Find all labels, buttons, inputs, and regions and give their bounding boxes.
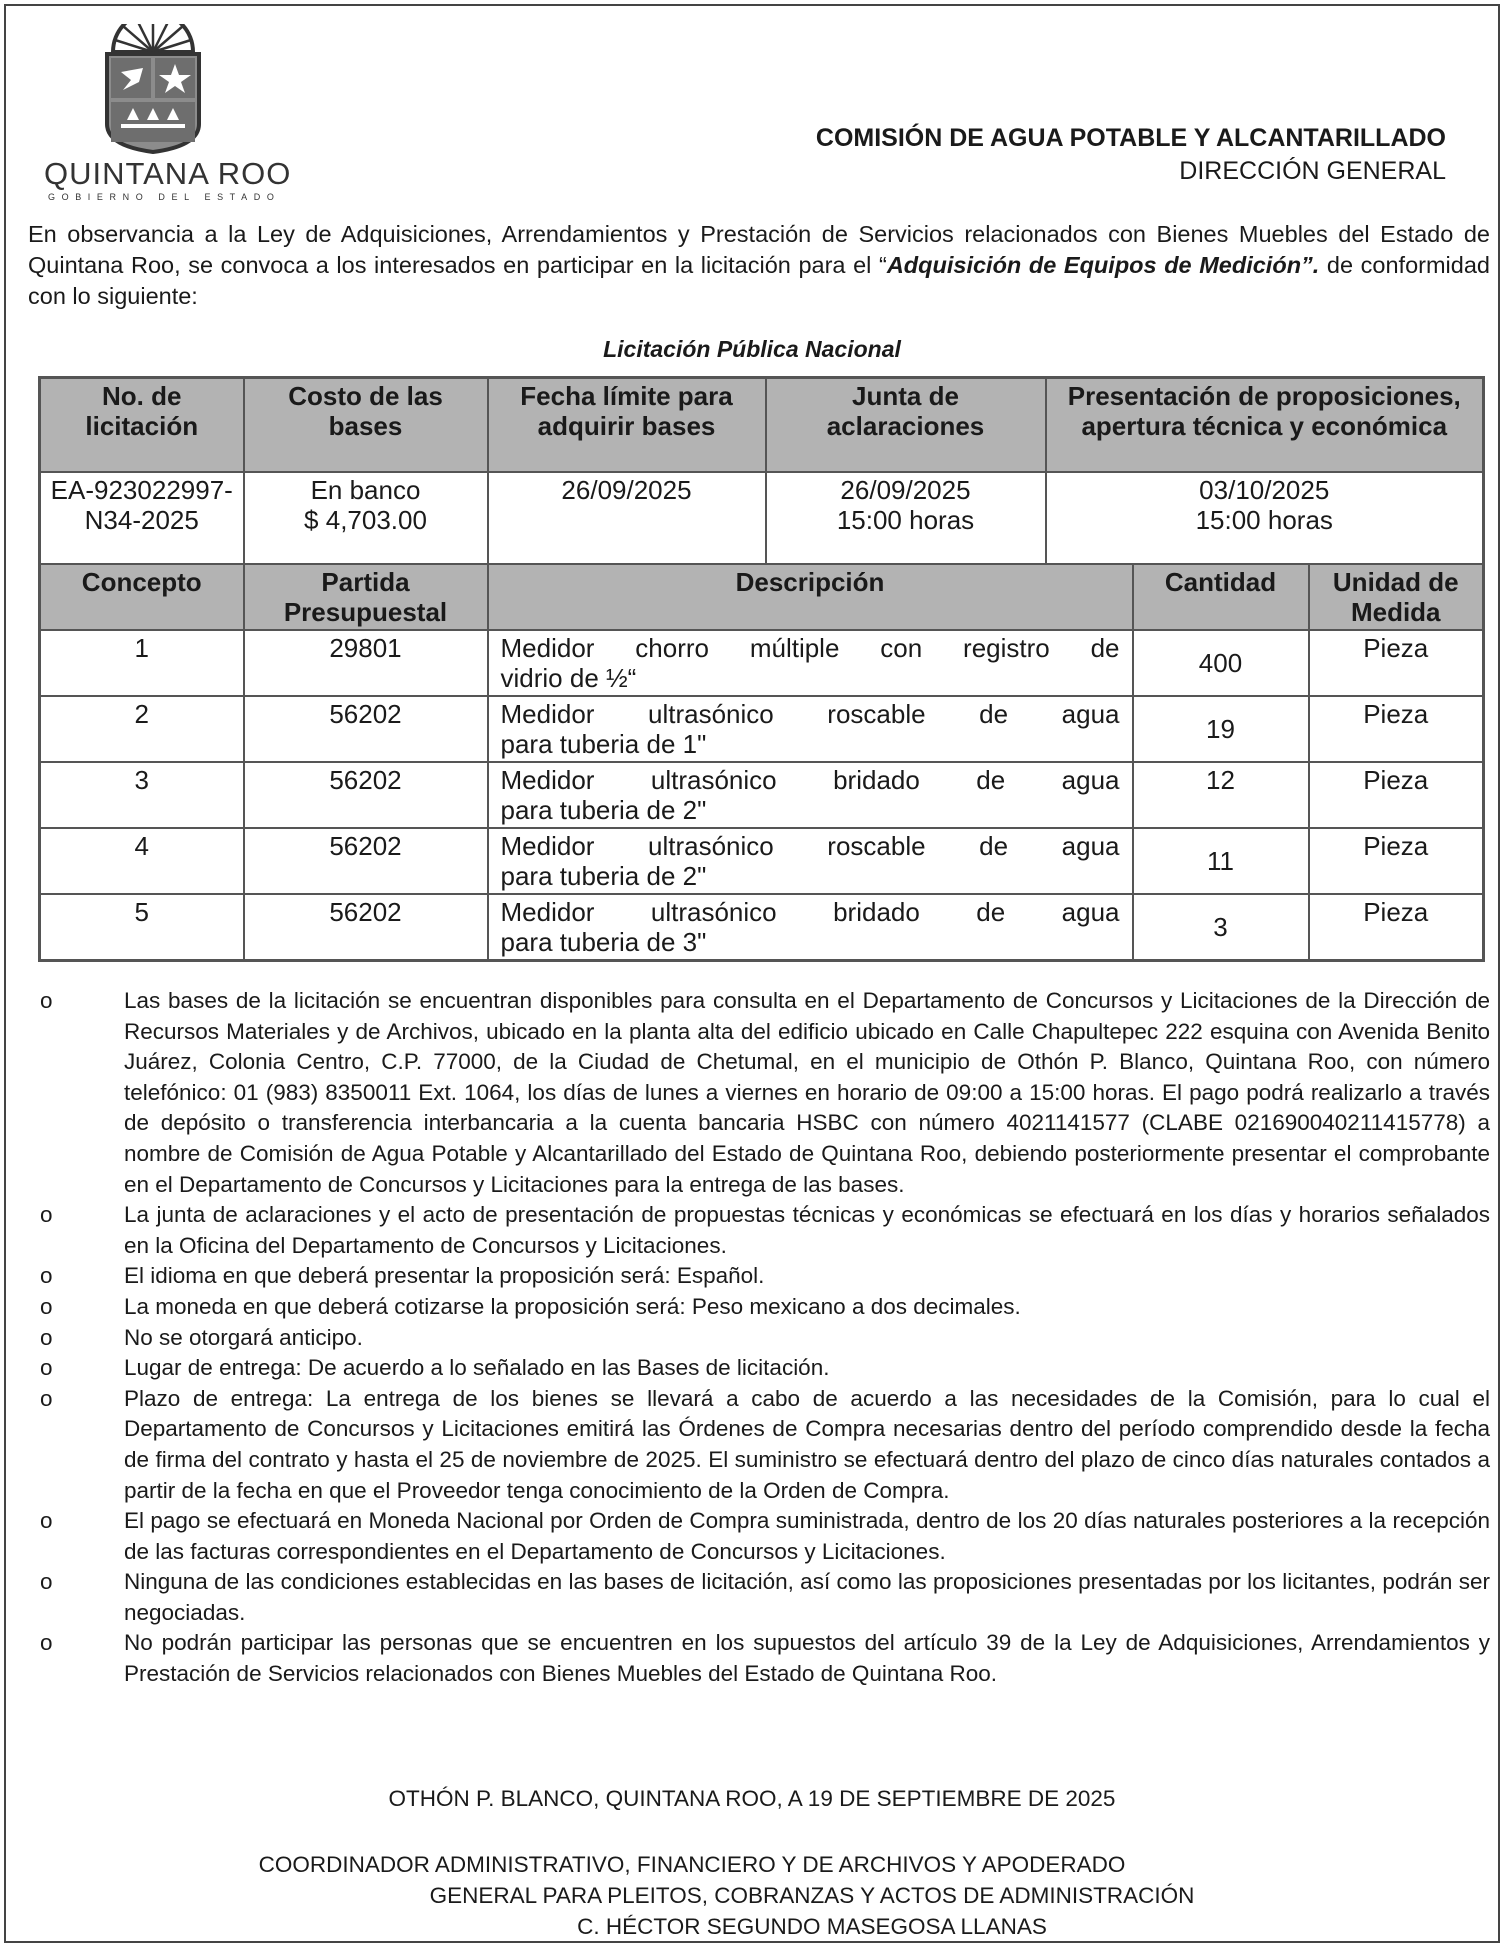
item-concepto: 4	[40, 828, 244, 894]
item-description	[488, 894, 1133, 961]
bullet-mark: o	[40, 1263, 53, 1289]
item-unidad: Pieza	[1309, 696, 1484, 762]
list-item	[28, 1384, 1490, 1506]
item-partida: 56202	[244, 762, 488, 828]
tender-header-row	[40, 378, 1484, 473]
list-item	[28, 1292, 1490, 1323]
list-item-text: El idioma en que deberá presentar la proposición será: Español.	[124, 1263, 765, 1289]
clarif-time: 15:00 horas	[836, 505, 975, 535]
tender-cost-line2: $ 4,703.00	[304, 505, 427, 535]
signature-name: C. HÉCTOR SEGUNDO MASEGOSA LLANAS	[577, 1914, 1047, 1939]
item-description	[488, 696, 1133, 762]
header-concepto: Concepto	[40, 564, 244, 630]
item-description-line2: para tuberia de 2"	[500, 861, 707, 891]
bullet-mark: o	[40, 1355, 53, 1381]
bullet-mark: o	[40, 1569, 53, 1595]
header-partida: Partida Presupuestal	[244, 564, 488, 630]
header-unidad: Unidad de Medida	[1309, 564, 1484, 630]
header-descripcion: Descripción	[488, 564, 1133, 630]
bullet-mark: o	[40, 1630, 53, 1656]
item-concepto: 5	[40, 894, 244, 961]
item-cantidad: 19	[1133, 696, 1309, 762]
header-deadline: Fecha límite para adquirir bases	[488, 378, 766, 473]
tender-number: EA-923022997-N34-2025	[40, 472, 244, 564]
item-description-line1: Medidor ultrasónico bridado de agua	[500, 897, 1120, 927]
header-cost: Costo de las bases	[244, 378, 488, 473]
state-logo	[38, 24, 292, 202]
list-item-text: No se otorgará anticipo.	[124, 1324, 363, 1350]
list-item-text: Lugar de entrega: De acuerdo a lo señalado en las Bases de licitación.	[124, 1355, 830, 1381]
present-date: 03/10/2025	[1199, 475, 1330, 505]
list-item	[28, 1323, 1490, 1354]
intro-paragraph	[28, 219, 1490, 312]
header-clarifications: Junta de aclaraciones	[766, 378, 1046, 473]
intro-text-before: En observancia a la Ley de Adquisiciones, Arrendamientos y Prestación de Servicios relacionados con Bienes Muebles del Estado de Quintana Roo, se convoca a los interesados en participar en la licitación para el “	[28, 221, 1490, 278]
list-item-text: El pago se efectuará en Moneda Nacional por Orden de Compra suministrada, dentro de los 20 días naturales posteriores a la recepción de las facturas correspondientes en el Departamento de Concursos y Licitaciones.	[124, 1508, 1490, 1564]
present-time: 15:00 horas	[1195, 505, 1333, 535]
list-item-text: Plazo de entrega: La entrega de los bienes se llevará a cabo de acuerdo a las necesidades de la Comisión, para lo cual el Departamento de Concursos y Licitaciones emitirá las Órdenes de Compra necesarias dentro del período comprendido desde la fecha de firma del contrato y hasta el 25 de noviembre de 2025. El suministro se efectuará dentro del plazo de cinco días naturales contados a partir de la fecha en que el Proveedor tenga conocimiento de la Orden de Compra.	[124, 1385, 1490, 1503]
item-description	[488, 828, 1133, 894]
bullet-mark: o	[40, 1508, 53, 1534]
list-item-text: No podrán participar las personas que se encuentren en los supuestos del artículo 39 de la Ley de Adquisiciones, Arrendamientos y Prestación de Servicios relacionados con Bienes Muebles del Estado de Quintana Roo.	[124, 1630, 1490, 1687]
item-cantidad: 3	[1133, 894, 1309, 961]
item-description	[488, 762, 1133, 828]
item-unidad: Pieza	[1309, 894, 1484, 961]
tender-deadline: 26/09/2025	[488, 472, 766, 564]
item-concepto: 1	[40, 630, 244, 696]
coat-of-arms-icon	[93, 24, 213, 154]
table-row	[40, 762, 1484, 828]
item-description-line2: para tuberia de 2"	[500, 795, 707, 825]
bullet-mark: o	[40, 1202, 53, 1228]
item-concepto: 2	[40, 696, 244, 762]
tender-cost-line1: En banco	[310, 475, 421, 505]
item-description	[488, 630, 1133, 696]
bullet-mark: o	[40, 1324, 53, 1350]
organization-heading	[816, 122, 1446, 188]
list-item	[28, 1506, 1490, 1567]
tender-cost	[244, 472, 488, 564]
item-cantidad: 11	[1133, 828, 1309, 894]
item-unidad: Pieza	[1309, 630, 1484, 696]
list-item	[28, 1628, 1490, 1689]
tender-row	[40, 472, 1484, 564]
signature-line2: GENERAL PARA PLEITOS, COBRANZAS Y ACTOS DE ADMINISTRACIÓN	[429, 1883, 1195, 1908]
intro-text-after: de conformidad con lo siguiente:	[28, 252, 1490, 309]
item-description-line1: Medidor ultrasónico roscable de agua	[500, 699, 1120, 729]
notice-page	[4, 4, 1500, 1943]
header-tender-number: No. de licitación	[40, 378, 244, 473]
signature-line1: COORDINADOR ADMINISTRATIVO, FINANCIERO Y DE ARCHIVOS Y APODERADO	[258, 1852, 1126, 1877]
item-partida: 56202	[244, 696, 488, 762]
list-item-text: La moneda en que deberá cotizarse la proposición será: Peso mexicano a dos decimales.	[124, 1293, 1021, 1319]
table-row	[40, 630, 1484, 696]
clarif-date: 26/09/2025	[840, 475, 971, 505]
list-item	[28, 1353, 1490, 1384]
item-unidad: Pieza	[1309, 762, 1484, 828]
intro-emphasis: Adquisición de Equipos de Medición”.	[886, 252, 1320, 278]
item-partida: 56202	[244, 894, 488, 961]
item-concepto: 3	[40, 762, 244, 828]
list-item	[28, 1261, 1490, 1292]
signature-block	[6, 1849, 1498, 1942]
item-description-line2: para tuberia de 1"	[500, 729, 707, 759]
tender-presentation	[1046, 472, 1484, 564]
bullet-mark: o	[40, 988, 53, 1013]
tender-clarifications	[766, 472, 1046, 564]
bullet-mark: o	[40, 1293, 53, 1319]
item-unidad: Pieza	[1309, 828, 1484, 894]
tender-table	[38, 376, 1485, 962]
list-item-text: La junta de aclaraciones y el acto de presentación de propuestas técnicas y económicas se efectuará en los días y horarios señalados en la Oficina del Departamento de Concursos y Licitaciones.	[124, 1202, 1490, 1258]
item-partida: 56202	[244, 828, 488, 894]
conditions-list	[28, 986, 1490, 1690]
item-cantidad: 12	[1133, 762, 1309, 828]
header-cantidad: Cantidad	[1133, 564, 1309, 630]
table-row	[40, 894, 1484, 961]
item-description-line1: Medidor ultrasónico bridado de agua	[500, 765, 1120, 795]
header-presentation: Presentación de proposiciones, apertura técnica y económica	[1046, 378, 1484, 473]
table-title: Licitación Pública Nacional	[603, 336, 901, 362]
logo-name: QUINTANA ROO	[44, 156, 292, 191]
logo-subtitle: GOBIERNO DEL ESTADO	[48, 192, 281, 202]
item-description-line1: Medidor ultrasónico roscable de agua	[500, 831, 1120, 861]
org-name: COMISIÓN DE AGUA POTABLE Y ALCANTARILLADO	[815, 124, 1446, 152]
org-department: DIRECCIÓN GENERAL	[1179, 157, 1446, 185]
place-date: OTHÓN P. BLANCO, QUINTANA ROO, A 19 DE SEPTIEMBRE DE 2025	[388, 1786, 1116, 1811]
list-item	[28, 1200, 1490, 1261]
bullet-mark: o	[40, 1385, 53, 1411]
list-item	[28, 1567, 1490, 1628]
item-cantidad: 400	[1133, 630, 1309, 696]
list-item-text: Las bases de la licitación se encuentran disponibles para consulta en el Departamento de Concursos y Licitaciones de la Dirección de Recursos Materiales y de Archivos, ubicado en la planta alta del edificio ubicado en Calle Chapultepec 222 esquina con Avenida Benito Juárez, Colonia Centro, C.P. 77000, de la Ciudad de Chetumal, en el municipio de Othón P. Blanco, Quintana Roo, con número telefónico: 01 (983) 8350011 Ext. 1064, los días de lunes a viernes en horario de 09:00 a 15:00 horas. El pago podrá realizarlo a través de depósito o transferencia interbancaria a la cuenta bancaria HSBC con número 4021141577 (CLABE 021690040211415778) a nombre de Comisión de Agua Potable y Alcantarillado del Estado de Quintana Roo, debiendo posteriormente presentar el comprobante en el Departamento de Concursos y Licitaciones para la entrega de las bases.	[124, 988, 1490, 1197]
item-description-line2: para tuberia de 3"	[500, 927, 707, 957]
table-row	[40, 696, 1484, 762]
item-description-line2: vidrio de ½“	[500, 663, 637, 693]
item-partida: 29801	[244, 630, 488, 696]
items-header-row	[40, 564, 1484, 630]
list-item	[28, 986, 1490, 1200]
table-row	[40, 828, 1484, 894]
item-description-line1: Medidor chorro múltiple con registro de	[500, 633, 1120, 663]
list-item-text: Ninguna de las condiciones establecidas en las bases de licitación, así como las proposiciones presentadas por los licitantes, podrán ser negociadas.	[124, 1569, 1490, 1625]
